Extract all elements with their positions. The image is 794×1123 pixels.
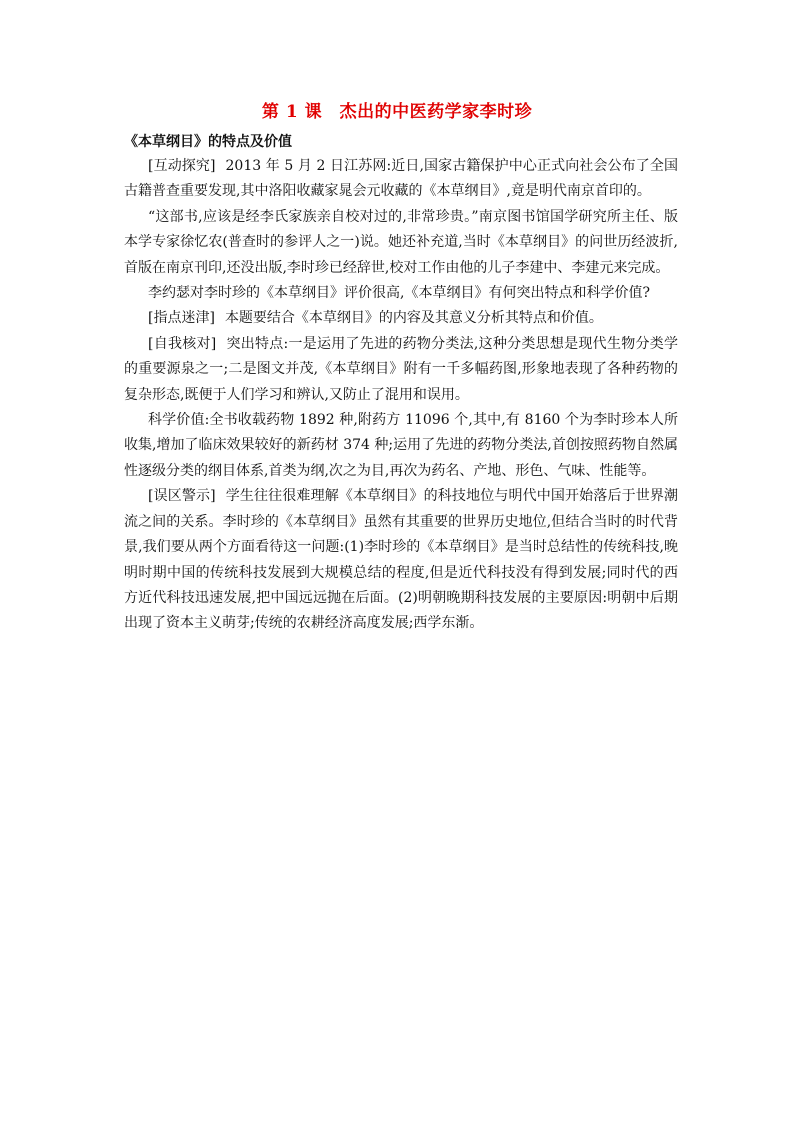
paragraph-guidance xyxy=(124,306,678,331)
paragraph-quote xyxy=(124,205,678,281)
lesson-title: 第 1 课 杰出的中医药学家李时珍 xyxy=(261,102,533,122)
paragraph-text: 2013 年 5 月 2 日江苏网:近日,国家古籍保护中心正式向社会公布了全国古籍普查重要发现,其中洛阳收藏家晁会元收藏的《本草纲目》,竟是明代南京首印的。 xyxy=(124,158,678,200)
paragraph-text: 科学价值:全书收载药物 1892 种,附药方 11096 个,其中,有 8160 个为李时珍本人所收集,增加了临床效果较好的新药材 374 种;运用了先进的药物分类法,首创按照药物自然属性逐级分类的纲目体系,首类为纲,次之为目,再次为药名、产地、形色、气味、性能等。 xyxy=(124,412,678,479)
paragraph-text: “这部书,应该是经李氏家族亲自校对过的,非常珍贵。”南京图书馆国学研究所主任、版本学专家徐忆农(普查时的参评人之一)说。她还补充道,当时《本草纲目》的问世历经波折,首版在南京刊印,还没出版,李时珍已经辞世,校对工作由他的儿子李建中、李建元来完成。 xyxy=(124,208,678,276)
paragraph-misconception-warning xyxy=(124,484,678,636)
paragraph-tag: [自我核对] xyxy=(148,335,217,352)
paragraph-text: 突出特点:一是运用了先进的药物分类法,这种分类思想是现代生物分类学的重要源泉之一;二是图文并茂,《本草纲目》附有一千多幅药图,形象地表现了各种药物的复杂形态,既便于人们学习和辨认,又防止了混用和误用。 xyxy=(124,335,678,403)
paragraph-text: 本题要结合《本草纲目》的内容及其意义分析其特点和价值。 xyxy=(224,310,603,327)
paragraph-scientific-value xyxy=(124,408,678,484)
paragraph-interactive-inquiry xyxy=(124,154,678,205)
paragraph-tag: [指点迷津] xyxy=(148,310,215,327)
paragraph-text: 学生往往很难理解《本草纲目》的科技地位与明代中国开始落后于世界潮流之间的关系。李时珍的《本草纲目》虽然有其重要的世界历史地位,但结合当时的时代背景,我们要从两个方面看待这一问题:(1)李时珍的《本草纲目》是当时总结性的传统科技,晚明时期中国的传统科技发展到大规模总结的程度,但是近代科技没有得到发展;同时代的西方近代科技迅速发展,把中国远远抛在后面。(2)明朝晚期科技发展的主要原因:明朝中后期出现了资本主义萌芽;传统的农耕经济高度发展;西学东渐。 xyxy=(124,488,678,632)
paragraph-question xyxy=(124,281,678,306)
paragraph-tag: [互动探究] xyxy=(148,158,216,174)
paragraph-tag: [误区警示] xyxy=(148,488,216,505)
section-heading: 《本草纲目》的特点及价值 xyxy=(124,134,292,150)
lesson-body xyxy=(124,154,678,637)
paragraph-self-check xyxy=(124,332,678,408)
paragraph-text: 李约瑟对李时珍的《本草纲目》评价很高,《本草纲目》有何突出特点和科学价值? xyxy=(148,285,650,302)
